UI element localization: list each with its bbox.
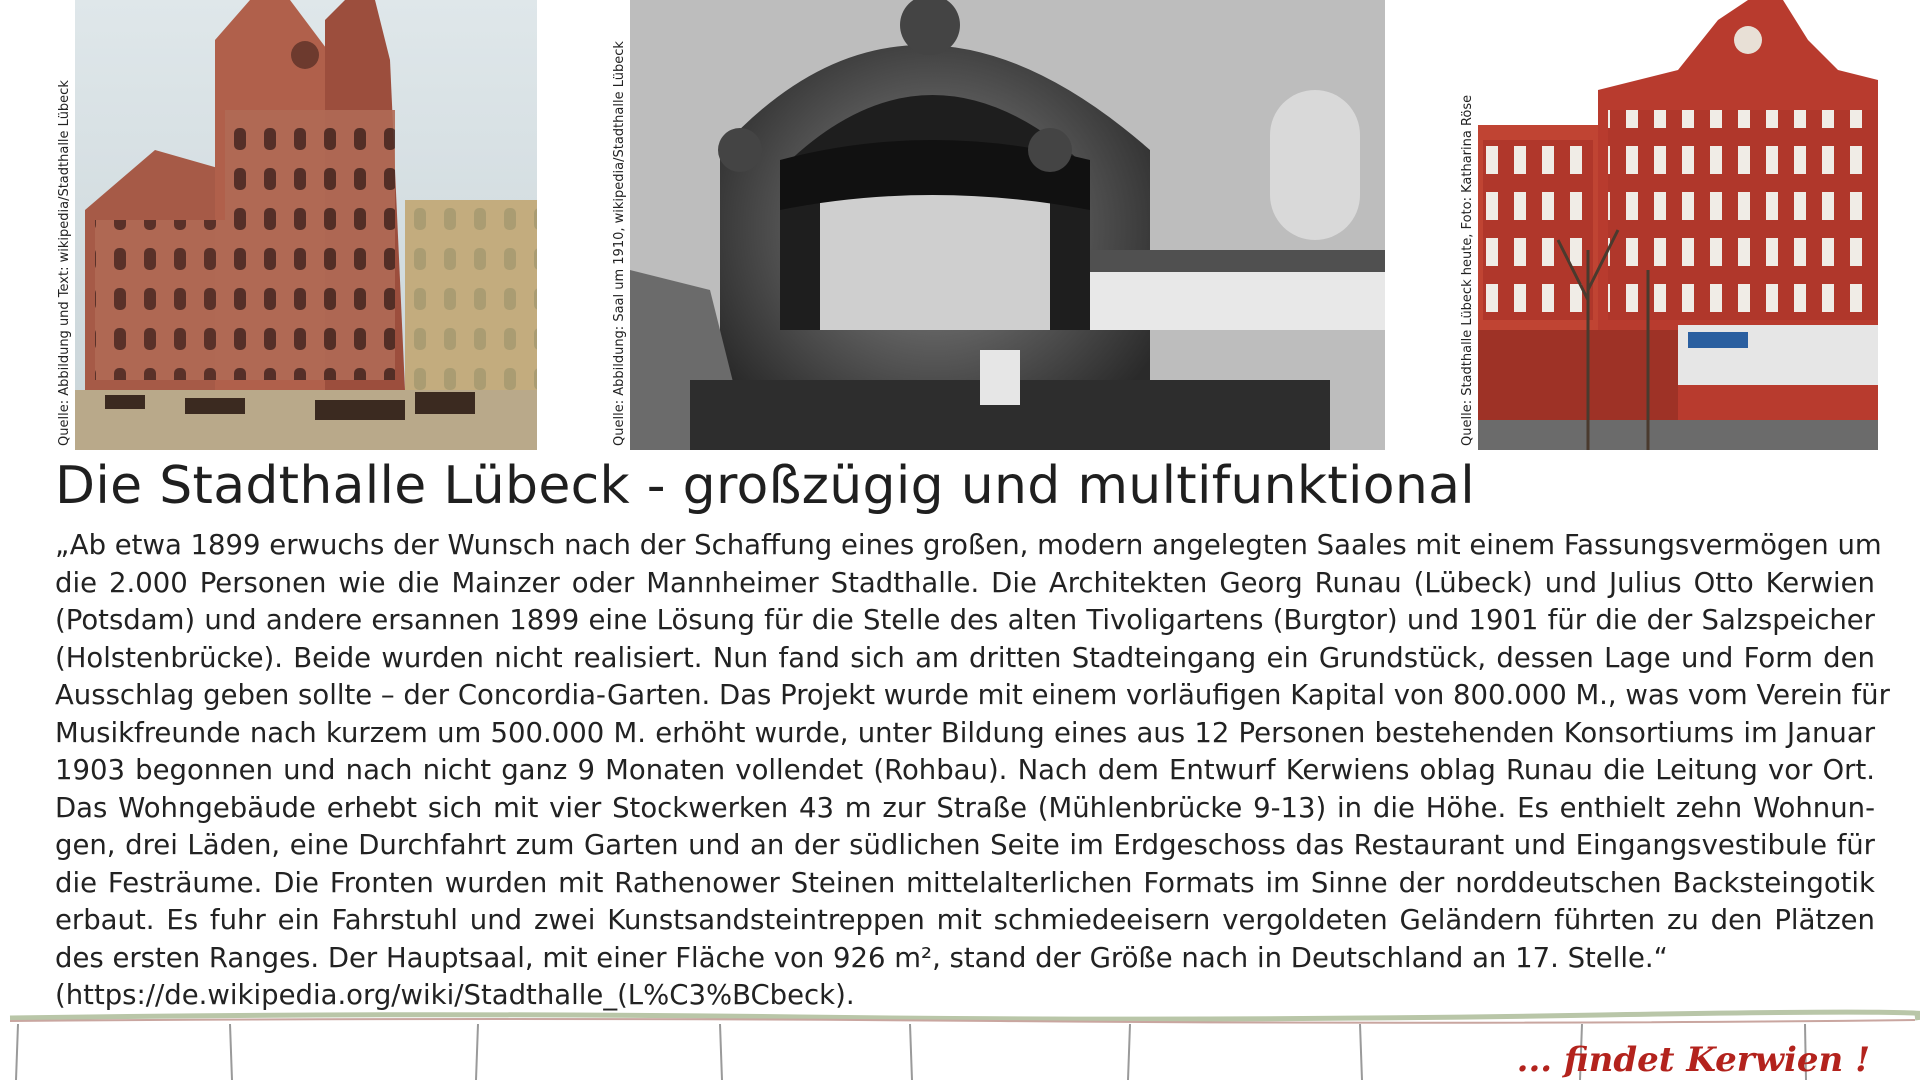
body-line: (Potsdam) und andere ersannen 1899 eine Lösung für die Stelle des alten Tivoligartens (Burgtor) und 1901 für die der Salzspeicher (55, 604, 1875, 636)
slogan-text: ... findet Kerwien ! (1516, 1040, 1870, 1080)
body-line: Musikfreunde nach kurzem um 500.000 M. erhöht wurde, unter Bildung eines aus 12 Personen bestehenden Konsortiums im Januar (55, 716, 1875, 749)
page-title: Die Stadthalle Lübeck - großzügig und multifunktional (55, 456, 1476, 516)
article-body (55, 527, 1890, 1015)
body-line: gen, drei Läden, eine Durchfahrt zum Garten und an der südlichen Seite im Erdgeschoss das Restaurant und Eingangsvestibule für (55, 829, 1875, 861)
body-line: des ersten Ranges. Der Hauptsaal, mit einer Fläche von 926 m², stand der Größe nach in Deutschland an 17. Stelle.“ (55, 941, 1668, 974)
body-line: 1903 begonnen und nach nicht ganz 9 Monaten vollendet (Rohbau). Nach dem Entwurf Kerwiens oblag Runau die Leitung vor Ort. (55, 754, 1875, 786)
body-line: (Holstenbrücke). Beide wurden nicht realisiert. Nun fand sich am dritten Stadteingang ein Grundstück, dessen Lage und Form den (55, 641, 1875, 674)
historic-facade-photo (75, 0, 537, 450)
body-line: Ausschlag geben sollte – der Concordia-Garten. Das Projekt wurde mit einem vorläufigen Kapital von 800.000 M., was vom Verein für (55, 679, 1890, 711)
photo-caption-historic: Quelle: Abbildung und Text: wikipedia/Stadthalle Lübeck (57, 80, 72, 446)
photo-caption-today: Quelle: Stadthalle Lübeck heute, Foto: Katharina Röse (1460, 94, 1475, 446)
body-line: Das Wohngebäude erhebt sich mit vier Stockwerken 43 m zur Straße (Mühlenbrücke 9-13) in die Höhe. Es enthielt zehn Wohnun- (55, 791, 1875, 824)
body-line: die 2.000 Personen wie die Mainzer oder Mannheimer Stadthalle. Die Architekten Georg Runau (Lübeck) und Julius Otto Kerwien (55, 566, 1875, 599)
body-line: „Ab etwa 1899 erwuchs der Wunsch nach der Schaffung eines großen, modern angelegten Saales mit einem Fassungsvermögen um (55, 529, 1882, 561)
hall-interior-photo (630, 0, 1385, 450)
photo-caption-interior: Quelle: Abbildung: Saal um 1910, wikipedia/Stadthalle Lübeck (612, 41, 627, 446)
body-line: erbaut. Es fuhr ein Fahrstuhl und zwei Kunstsandsteintreppen mit schmiedeeisern vergoldeten Geländern führten zu den Plätzen (55, 904, 1875, 936)
body-line: die Festräume. Die Fronten wurden mit Rathenower Steinen mittelalterlichen Formats im Sinne der norddeutschen Backsteingotik (55, 866, 1875, 899)
today-facade-photo (1478, 0, 1878, 450)
source-link-text: (https://de.wikipedia.org/wiki/Stadthalle_(L%C3%BCbeck). (55, 979, 855, 1011)
